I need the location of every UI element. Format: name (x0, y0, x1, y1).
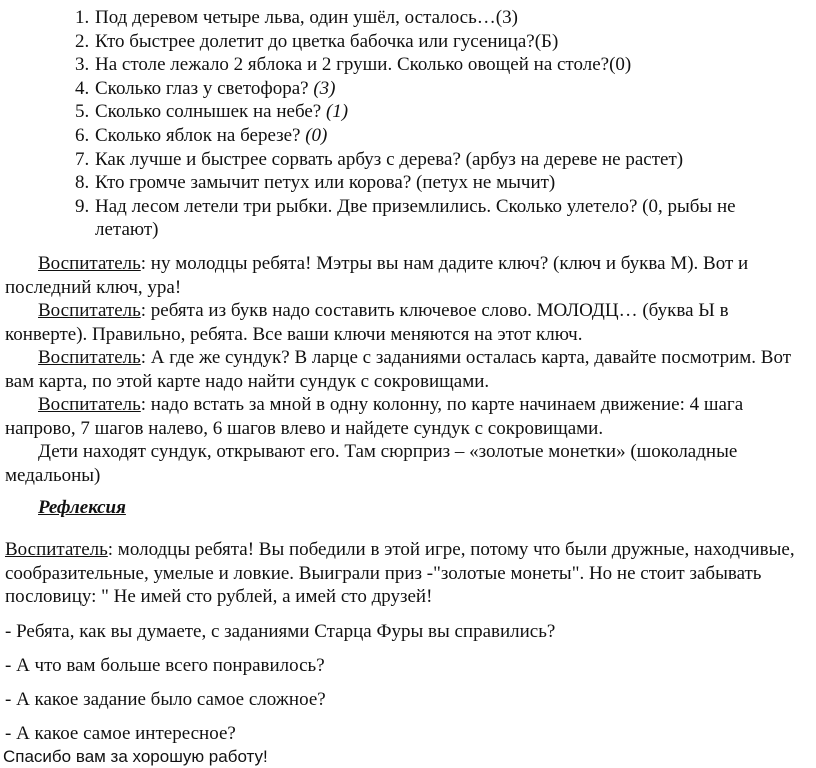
paragraph-text: : молодцы ребята! Вы победили в этой игре, потому что были дружные, находчивые, сообразительные, умелые и ловкие. Выиграли приз -"золотые монеты". Но не стоит забывать пословицу: " Не имей сто рублей, а имей сто друзей! (5, 539, 795, 607)
item-number: 4. (75, 77, 90, 99)
item-answer: (0) (305, 124, 328, 146)
item-text: Сколько яблок на березе? (95, 124, 306, 146)
item-text: Сколько солнышек на небе? (95, 101, 326, 123)
item-number: 6. (75, 124, 90, 146)
list-item (0, 171, 790, 195)
question: - А какое самое интересное? (5, 723, 236, 744)
paragraph-text: : ну молодцы ребята! Мэтры вы нам дадите ключ? (ключ и буква М). Вот и последний ключ, ура! (5, 253, 749, 298)
paragraph (5, 393, 795, 440)
riddle-list (0, 6, 790, 242)
item-text: Как лучше и быстрее сорвать арбуз с дерева? (арбуз на дереве не растет) (95, 148, 684, 170)
list-item (0, 6, 790, 30)
item-number: 8. (75, 172, 90, 194)
list-item (0, 195, 790, 242)
item-number: 2. (75, 30, 90, 52)
item-text: Кто быстрее долетит до цветка бабочка или гусеница?(Б) (95, 30, 559, 52)
item-text: Кто громче замычит петух или корова? (петух не мычит) (95, 172, 556, 194)
speaker-label: Воспитатель (38, 300, 141, 321)
question: - А что вам больше всего понравилось? (5, 655, 325, 676)
list-item (0, 100, 790, 124)
item-number: 1. (75, 7, 90, 28)
thanks-line: Спасибо вам за хорошую работу! (3, 747, 268, 766)
list-item (0, 124, 790, 148)
speaker-label: Воспитатель (38, 394, 141, 415)
item-text: На столе лежало 2 яблока и 2 груши. Сколько овощей на столе?(0) (95, 54, 632, 76)
list-item (0, 77, 790, 101)
item-text: Под деревом четыре льва, один ушёл, осталось…(3) (95, 7, 518, 28)
list-item (0, 30, 790, 54)
paragraph (5, 252, 795, 299)
item-text: Сколько глаз у светофора? (95, 77, 314, 99)
item-answer: (1) (325, 101, 349, 123)
list-item (0, 148, 790, 172)
item-number: 5. (75, 101, 90, 123)
paragraph-text: : А где же сундук? В ларце с заданиями осталась карта, давайте посмотрим. Вот вам карта, по этой карте надо найти сундук с сокровищами. (5, 347, 792, 392)
paragraph (5, 440, 795, 487)
item-number: 7. (75, 148, 90, 170)
item-number: 3. (75, 54, 90, 76)
speaker-label: Воспитатель (38, 347, 141, 368)
list-item (0, 53, 790, 77)
section-heading: Рефлексия (38, 497, 126, 518)
paragraph-text: : ребята из букв надо составить ключевое слово. МОЛОДЦ… (буква Ы в конверте). Правильно, ребята. Все ваши ключи меняются на этот ключ. (5, 300, 729, 345)
paragraph (5, 299, 795, 346)
question: - Ребята, как вы думаете, с заданиями Старца Фуры вы справились? (5, 621, 556, 642)
item-number: 9. (75, 195, 90, 217)
paragraph-text: Дети находят сундук, открывают его. Там сюрприз – «золотые монетки» (шоколадные медальоны) (5, 441, 738, 486)
paragraph (5, 346, 795, 393)
item-answer: (3) (313, 77, 336, 99)
dialogue (5, 252, 795, 487)
speaker-label: Воспитатель (38, 253, 141, 274)
paragraph-text: : надо встать за мной в одну колонну, по карте начинаем движение: 4 шага напрово, 7 шагов налево, 6 шагов влево и найдете сундук с сокровищами. (5, 394, 744, 439)
question: - А какое задание было самое сложное? (5, 689, 326, 710)
item-text: Над лесом летели три рыбки. Две приземлились. Сколько улетело? (0, рыбы не летают) (95, 195, 736, 241)
final-paragraph (5, 538, 795, 609)
speaker-label: Воспитатель (5, 539, 108, 560)
